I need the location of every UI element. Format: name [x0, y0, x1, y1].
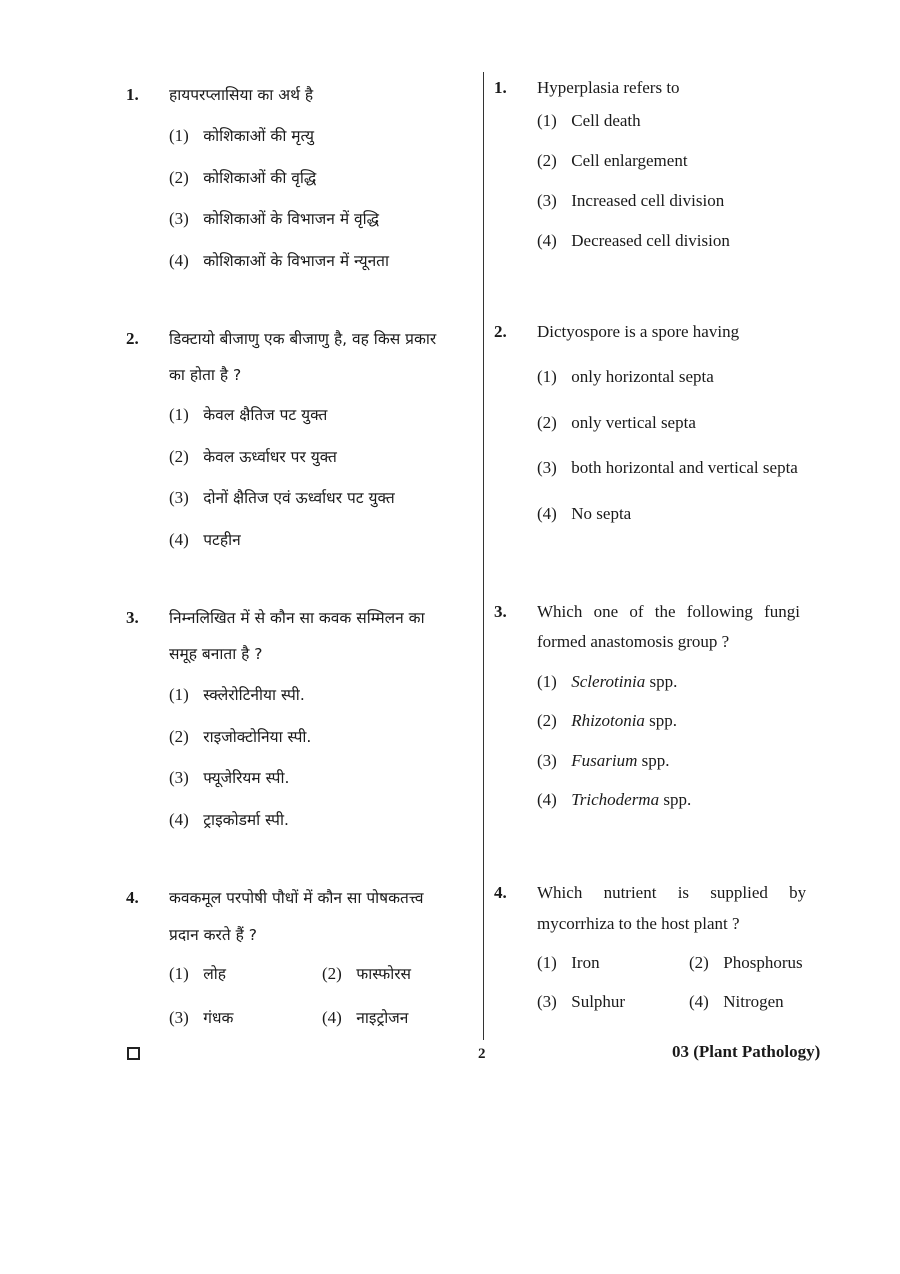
hindi-q4-option-2: (2) फास्फोरस [322, 964, 412, 983]
english-q4-option-1: (1) Iron [537, 953, 600, 972]
hindi-q1-option-2: (2) कोशिकाओं की वृद्धि [169, 168, 317, 187]
square-marker-icon [127, 1047, 140, 1060]
question-stem-line-2: formed anastomosis group ? [537, 632, 730, 651]
column-divider [483, 72, 484, 1040]
hindi-q4-option-1: (1) लोह [169, 964, 227, 983]
english-q2-option-3: (3) both horizontal and vertical septa [537, 458, 798, 477]
english-q3-option-1: (1) Sclerotinia spp. [537, 672, 678, 691]
english-q3-option-2: (2) Rhizotonia spp. [537, 711, 678, 730]
hindi-q3-option-1: (1) स्क्लेरोटिनीया स्पी. [169, 685, 305, 704]
paper-code: 03 (Plant Pathology) [672, 1042, 821, 1061]
question-number: 1. [494, 78, 507, 97]
hindi-q1-option-1: (1) कोशिकाओं की मृत्यु [169, 126, 315, 145]
question-number: 3. [126, 608, 139, 627]
hindi-q4-option-4: (4) नाइट्रोजन [322, 1008, 409, 1027]
hindi-q1-option-4: (4) कोशिकाओं के विभाजन में न्यूनता [169, 251, 390, 270]
hindi-q3-option-3: (3) फ्यूजेरियम स्पी. [169, 768, 290, 787]
english-q1-option-3: (3) Increased cell division [537, 191, 725, 210]
english-q2-option-4: (4) No septa [537, 504, 632, 523]
question-stem-line-1: Which nutrient is supplied by [537, 883, 807, 902]
hindi-q1-option-3: (3) कोशिकाओं के विभाजन में वृद्धि [169, 209, 380, 228]
hindi-q2-option-2: (2) केवल ऊर्ध्वाधर पर युक्त [169, 447, 337, 466]
question-stem: Hyperplasia refers to [537, 78, 680, 97]
question-number: 3. [494, 602, 507, 621]
english-q1-option-2: (2) Cell enlargement [537, 151, 688, 170]
english-q4-option-4: (4) Nitrogen [689, 992, 784, 1011]
english-q2-option-1: (1) only horizontal septa [537, 367, 714, 386]
hindi-q2-option-4: (4) पटहीन [169, 530, 241, 549]
question-stem-line-2: प्रदान करते हैं ? [169, 926, 257, 944]
question-stem: Dictyospore is a spore having [537, 322, 740, 341]
page-number: 2 [478, 1046, 486, 1062]
question-number: 1. [126, 85, 139, 104]
hindi-q3-option-2: (2) राइजोक्टोनिया स्पी. [169, 727, 312, 746]
english-q4-option-3: (3) Sulphur [537, 992, 626, 1011]
question-stem-line-1: निम्नलिखित में से कौन सा कवक सम्मिलन का [169, 609, 425, 627]
question-stem-line-2: का होता है ? [169, 366, 242, 384]
hindi-q2-option-1: (1) केवल क्षैतिज पट युक्त [169, 405, 328, 424]
hindi-q4-option-3: (3) गंधक [169, 1008, 234, 1027]
english-q2-option-2: (2) only vertical septa [537, 413, 696, 432]
question-number: 4. [126, 888, 139, 907]
english-q3-option-4: (4) Trichoderma spp. [537, 790, 692, 809]
question-number: 2. [494, 322, 507, 341]
question-stem: हायपरप्लासिया का अर्थ है [169, 86, 314, 104]
question-stem-line-1: कवकमूल परपोषी पौधों में कौन सा पोषकतत्त्व [169, 889, 424, 907]
question-stem-line-2: mycorrhiza to the host plant ? [537, 914, 740, 933]
english-q4-option-2: (2) Phosphorus [689, 953, 803, 972]
hindi-q3-option-4: (4) ट्राइकोडर्मा स्पी. [169, 810, 289, 829]
english-q1-option-4: (4) Decreased cell division [537, 231, 730, 250]
english-q3-option-3: (3) Fusarium spp. [537, 751, 670, 770]
question-number: 2. [126, 329, 139, 348]
english-q1-option-1: (1) Cell death [537, 111, 641, 130]
hindi-q2-option-3: (3) दोनों क्षैतिज एवं ऊर्ध्वाधर पट युक्त [169, 488, 395, 507]
question-stem-line-1: Which one of the following fungi [537, 602, 801, 621]
question-stem-line-2: समूह बनाता है ? [169, 645, 263, 663]
question-number: 4. [494, 883, 507, 902]
question-stem-line-1: डिक्टायो बीजाणु एक बीजाणु है, वह किस प्रकार [169, 330, 437, 348]
